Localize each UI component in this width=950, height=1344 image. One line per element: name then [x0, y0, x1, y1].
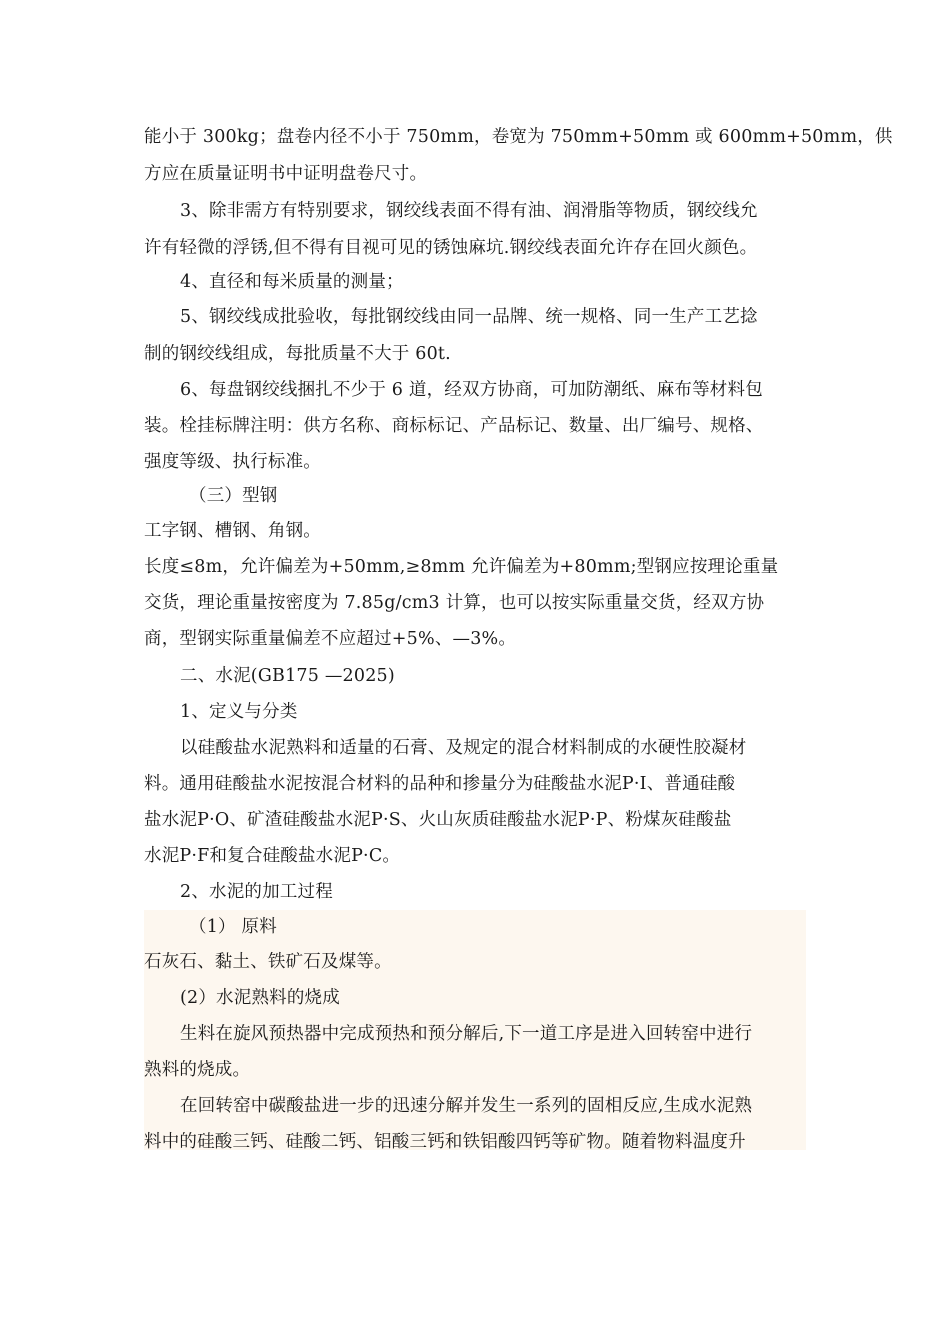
subsection-heading: (2）水泥熟料的烧成	[180, 988, 340, 1008]
paragraph-line: 水泥P·F和复合硅酸盐水泥P·C。	[144, 846, 401, 866]
paragraph-line: 在回转窑中碳酸盐进一步的迅速分解并发生一系列的固相反应,生成水泥熟	[180, 1096, 753, 1116]
paragraph-line: 3、除非需方有特别要求，钢绞线表面不得有油、润滑脂等物质，钢绞线允	[180, 201, 758, 221]
paragraph-line: 盐水泥P·O、矿渣硅酸盐水泥P·S、火山灰质硅酸盐水泥P·P、粉煤灰硅酸盐	[144, 810, 732, 830]
paragraph-line: 强度等级、执行标准。	[144, 452, 321, 472]
subsection-heading: （1） 原料	[189, 917, 277, 937]
section-heading: （三）型钢	[189, 486, 278, 506]
paragraph-line: 商，型钢实际重量偏差不应超过+5%、—3%。	[144, 629, 517, 649]
paragraph-line: 6、每盘钢绞线捆扎不少于 6 道，经双方协商，可加防潮纸、麻布等材料包	[180, 380, 763, 400]
paragraph-line: 4、直径和每米质量的测量；	[180, 272, 404, 292]
paragraph-line: 方应在质量证明书中证明盘卷尺寸。	[144, 164, 428, 184]
paragraph-line: 能小于 300kg；盘卷内径不小于 750mm，卷宽为 750mm+50mm 或 600mm+50mm，供	[144, 127, 893, 147]
paragraph-line: 装。栓挂标牌注明：供方名称、商标标记、产品标记、数量、出厂编号、规格、	[144, 416, 764, 436]
paragraph-line: 制的钢绞线组成，每批质量不大于 60t.	[144, 344, 451, 364]
paragraph-line: 交货，理论重量按密度为 7.85g/cm3 计算，也可以按实际重量交货，经双方协	[144, 593, 765, 613]
paragraph-line: 工字钢、槽钢、角钢。	[144, 521, 321, 541]
paragraph-line: 5、钢绞线成批验收，每批钢绞线由同一品牌、统一规格、同一生产工艺捻	[180, 307, 758, 327]
paragraph-line: 料。通用硅酸盐水泥按混合材料的品种和掺量分为硅酸盐水泥P·I、普通硅酸	[144, 774, 736, 794]
paragraph-line: 熟料的烧成。	[144, 1060, 251, 1080]
subsection-heading: 2、水泥的加工过程	[180, 882, 333, 902]
paragraph-line: 许有轻微的浮锈,但不得有目视可见的锈蚀麻坑.钢绞线表面允许存在回火颜色。	[144, 238, 758, 258]
paragraph-line: 石灰石、黏土、铁矿石及煤等。	[144, 952, 392, 972]
paragraph-line: 料中的硅酸三钙、硅酸二钙、铝酸三钙和铁铝酸四钙等矿物。随着物料温度升	[144, 1132, 746, 1152]
paragraph-line: 生料在旋风预热器中完成预热和预分解后,下一道工序是进入回转窑中进行	[180, 1024, 753, 1044]
subsection-heading: 1、定义与分类	[180, 702, 298, 722]
section-heading: 二、水泥(GB175 —2025)	[180, 666, 395, 686]
paragraph-line: 以硅酸盐水泥熟料和适量的石膏、及规定的混合材料制成的水硬性胶凝材	[180, 738, 747, 758]
paragraph-line: 长度≤8m，允许偏差为+50mm,≥8mm 允许偏差为+80mm;型钢应按理论重量	[144, 557, 779, 577]
